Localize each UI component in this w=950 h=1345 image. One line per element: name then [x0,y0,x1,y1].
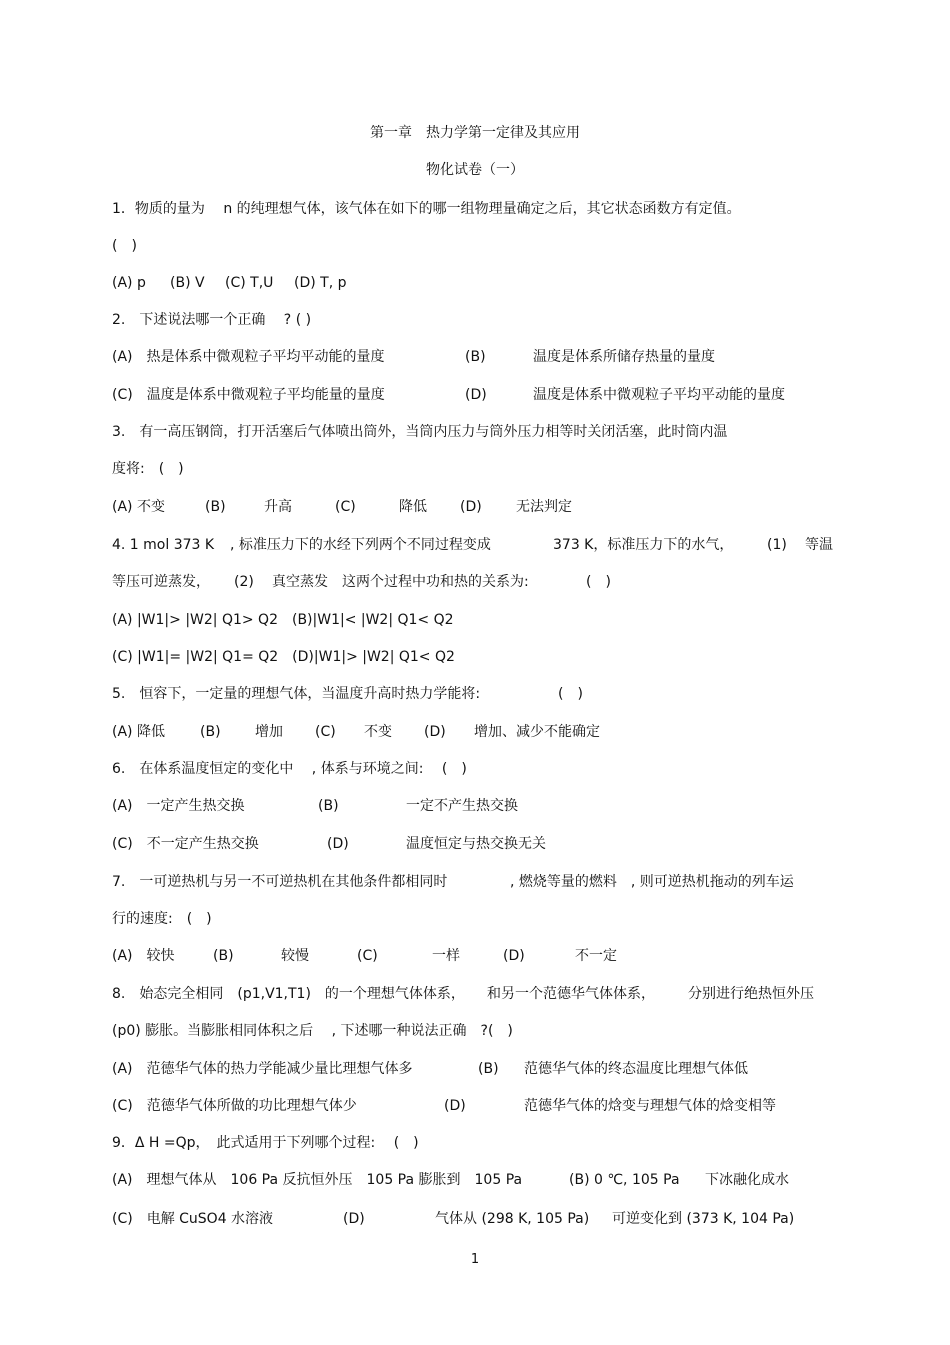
option-b-label: (B) [465,349,486,365]
option-d-label: (D) [465,387,487,403]
option-a: (A) 一定产生热交换 [112,798,245,814]
question-text: 373 K，标准压力下的水气， [553,537,734,553]
option-b-label: (B) [205,499,226,515]
options-line [0,834,950,854]
options-line [0,347,950,367]
question-text: 7. 一可逆热机与另一不可逆热机在其他条件都相同时 [112,874,448,890]
option-c: (C) 不一定产生热交换 [112,836,259,852]
page-number: 1 [470,1252,480,1267]
question-line [0,535,950,555]
question-line [0,422,950,442]
option-b-label: (B) 0 ℃, 105 Pa [569,1172,680,1188]
option-c-text: 降低 [399,499,427,515]
options-line [0,1096,950,1116]
question-text: 4. 1 mol 373 K [112,537,215,553]
option-d-label: (D) [327,836,349,852]
option-b-text: 下冰融化成水 [705,1172,789,1188]
question-line [0,872,950,892]
option-d-text: 可逆变化到 (373 K, 104 Pa) [612,1211,795,1227]
question-text: 9．Δ H =Qp， 此式适用于下列哪个过程: ( ) [112,1135,419,1151]
option-b-label: (B) [478,1061,499,1077]
options-line [0,1209,950,1229]
options-line [0,1059,950,1079]
chapter-title: 第一章 热力学第一定律及其应用 [370,125,580,141]
option-d-text: 增加、减少不能确定 [474,724,600,740]
option-d-text: 气体从 (298 K, 105 Pa) [435,1211,590,1227]
option-d-label: (D) [424,724,446,740]
question-line [0,572,950,592]
question-text: (1) [767,537,787,553]
option-d-text: 无法判定 [516,499,572,515]
question-text: 度将: ( ) [112,461,184,477]
question-line [0,199,950,219]
answer-paren: ( ) [112,238,137,254]
question-text: 8. 始态完全相同 (p1,V1,T1) 的一个理想气体体系， [112,986,465,1002]
option-a: (A) 不变 [112,499,165,515]
option-text: (C) |W1|= |W2| Q1= Q2 (D)|W1|> |W2| Q1< Q2 [112,649,455,665]
question-line [0,1133,950,1153]
option-d-label: (D) [460,499,482,515]
option-a: (A) 理想气体从 106 Pa 反抗恒外压 105 Pa 膨胀到 105 Pa [112,1172,523,1188]
option-c-label: (C) [315,724,336,740]
question-text: 3. 有一高压钢筒，打开活塞后气体喷出筒外，当筒内压力与筒外压力相等时关闭活塞，此时筒内温 [112,424,728,440]
option-b-text: 范德华气体的终态温度比理想气体低 [524,1061,748,1077]
question-text: 真空蒸发 这两个过程中功和热的关系为: [272,574,529,590]
question-text: , 标准压力下的水经下列两个不同过程变成 [230,537,491,553]
question-text: (2) [234,574,254,590]
option-d-text: 范德华气体的焓变与理想气体的焓变相等 [524,1098,776,1114]
option-d-label: (D) [503,948,525,964]
option-a: (A) p [112,275,146,291]
option-c: (C) 范德华气体所做的功比理想气体少 [112,1098,357,1114]
answer-paren: ( ) [586,574,611,590]
options-line [0,722,950,742]
option-b-text: 温度是体系所储存热量的量度 [533,349,715,365]
options-line [0,273,950,293]
options-line [0,1170,950,1190]
question-text: 和另一个范德华气体体系， [487,986,655,1002]
options-line [0,796,950,816]
option-b: (B) V [170,275,205,291]
option-b-text: 增加 [255,724,283,740]
question-text: 6. 在体系温度恒定的变化中 , 体系与环境之间: ( ) [112,761,467,777]
question-text: 分别进行绝热恒外压 [688,986,814,1002]
question-text: 等压可逆蒸发， [112,574,210,590]
option-text: (A) |W1|> |W2| Q1> Q2 (B)|W1|< |W2| Q1< Q2 [112,612,454,628]
question-line [0,1021,950,1041]
question-text: 2. 下述说法哪一个正确 ? ( ) [112,312,312,328]
question-text: 行的速度: ( ) [112,911,212,927]
option-d-label: (D) [444,1098,466,1114]
option-c-label: (C) [357,948,378,964]
answer-paren: ( ) [558,686,583,702]
question-text: 5. 恒容下，一定量的理想气体，当温度升高时热力学能将: [112,686,481,702]
question-text: , 燃烧等量的燃料 , 则可逆热机拖动的列车运 [510,874,794,890]
option-c: (C) 电解 CuSO4 水溶液 [112,1211,274,1227]
option-d-label: (D) [343,1211,365,1227]
options-line [0,610,950,630]
option-b-label: (B) [213,948,234,964]
question-line [0,459,950,479]
question-text: 1．物质的量为 n 的纯理想气体，该气体在如下的哪一组物理量确定之后，其它状态函数方有定值。 [112,201,741,217]
question-line [0,684,950,704]
option-c-text: 一样 [432,948,460,964]
option-c: (C) 温度是体系中微观粒子平均能量的量度 [112,387,385,403]
option-d-text: 温度是体系中微观粒子平均平动能的量度 [533,387,785,403]
question-text: (p0) 膨胀。当膨胀相同体积之后 , 下述哪一种说法正确 ?( ) [112,1023,513,1039]
option-a: (A) 较快 [112,948,175,964]
option-c-text: 不变 [364,724,392,740]
option-d: (D) T, p [294,275,347,291]
question-line [0,984,950,1004]
option-b-text: 较慢 [281,948,309,964]
options-line [0,385,950,405]
option-b-label: (B) [318,798,339,814]
question-line [0,909,950,929]
option-d-text: 不一定 [575,948,617,964]
option-a: (A) 热是体系中微观粒子平均平动能的量度 [112,349,385,365]
question-text: 等温 [805,537,833,553]
options-line [0,946,950,966]
question-line [0,759,950,779]
option-a: (A) 范德华气体的热力学能减少量比理想气体多 [112,1061,413,1077]
question-line [0,310,950,330]
option-b-text: 升高 [264,499,292,515]
option-c: (C) T,U [225,275,274,291]
options-line [0,497,950,517]
options-line [0,647,950,667]
option-a: (A) 降低 [112,724,165,740]
answer-blank [0,236,950,256]
option-b-label: (B) [200,724,221,740]
exam-title: 物化试卷（一） [426,162,524,178]
option-c-label: (C) [335,499,356,515]
option-d-text: 温度恒定与热交换无关 [406,836,546,852]
option-b-text: 一定不产生热交换 [406,798,518,814]
